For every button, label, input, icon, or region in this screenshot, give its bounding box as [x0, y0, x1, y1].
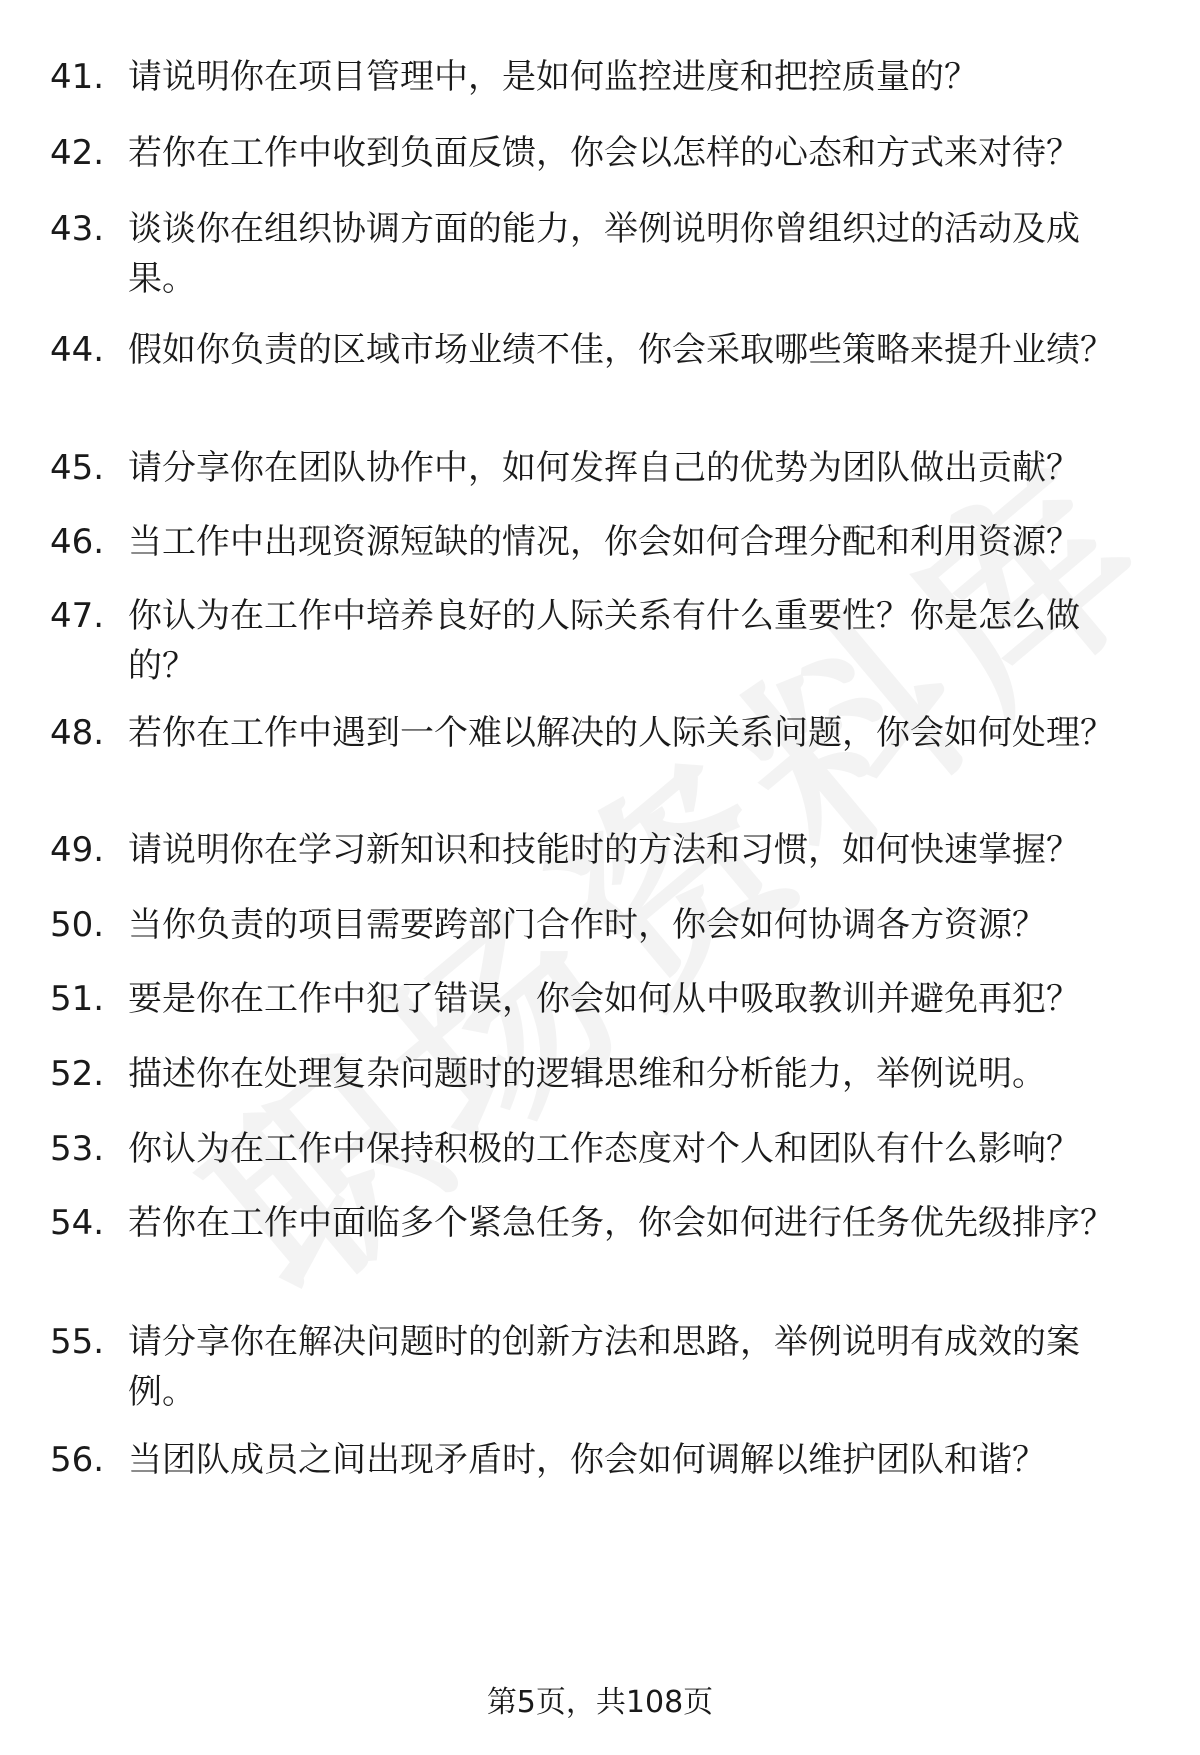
question-text: 你认为在工作中培养良好的人际关系有什么重要性？你是怎么做的？: [128, 596, 1080, 686]
question-number: 42.: [50, 133, 105, 173]
page-number-footer: 第5页，共108页: [486, 1685, 714, 1720]
question-text: 请分享你在团队协作中，如何发挥自己的优势为团队做出贡献？: [128, 448, 1080, 488]
question-text: 当工作中出现资源短缺的情况，你会如何合理分配和利用资源？: [128, 522, 1080, 562]
question-text: 请说明你在项目管理中，是如何监控进度和把控质量的？: [128, 57, 978, 97]
question-text: 假如你负责的区域市场业绩不佳，你会采取哪些策略来提升业绩？: [128, 330, 1114, 370]
question-number: 44.: [50, 330, 105, 370]
question-number: 56.: [50, 1440, 105, 1480]
question-text: 若你在工作中面临多个紧急任务，你会如何进行任务优先级排序？: [128, 1203, 1114, 1243]
question-text: 描述你在处理复杂问题时的逻辑思维和分析能力，举例说明。: [128, 1054, 1046, 1094]
question-number: 48.: [50, 713, 105, 753]
question-text: 请分享你在解决问题时的创新方法和思路，举例说明有成效的案例。: [128, 1322, 1080, 1412]
question-number: 55.: [50, 1322, 105, 1362]
question-number: 47.: [50, 596, 105, 636]
question-text: 你认为在工作中保持积极的工作态度对个人和团队有什么影响？: [128, 1129, 1080, 1169]
question-number: 52.: [50, 1054, 105, 1094]
question-number: 46.: [50, 522, 105, 562]
question-number: 43.: [50, 209, 105, 249]
question-number: 41.: [50, 57, 105, 97]
question-text: 当你负责的项目需要跨部门合作时，你会如何协调各方资源？: [128, 905, 1046, 945]
question-text: 请说明你在学习新知识和技能时的方法和习惯，如何快速掌握？: [128, 830, 1080, 870]
question-number: 53.: [50, 1129, 105, 1169]
question-text: 若你在工作中收到负面反馈，你会以怎样的心态和方式来对待？: [128, 133, 1080, 173]
question-text: 若你在工作中遇到一个难以解决的人际关系问题，你会如何处理？: [128, 713, 1114, 753]
question-text: 要是你在工作中犯了错误，你会如何从中吸取教训并避免再犯？: [128, 979, 1080, 1019]
question-number: 50.: [50, 905, 105, 945]
question-text: 当团队成员之间出现矛盾时，你会如何调解以维护团队和谐？: [128, 1440, 1046, 1480]
question-text: 谈谈你在组织协调方面的能力，举例说明你曾组织过的活动及成果。: [128, 209, 1080, 299]
question-number: 45.: [50, 448, 105, 488]
question-number: 51.: [50, 979, 105, 1019]
question-number: 54.: [50, 1203, 105, 1243]
question-number: 49.: [50, 830, 105, 870]
